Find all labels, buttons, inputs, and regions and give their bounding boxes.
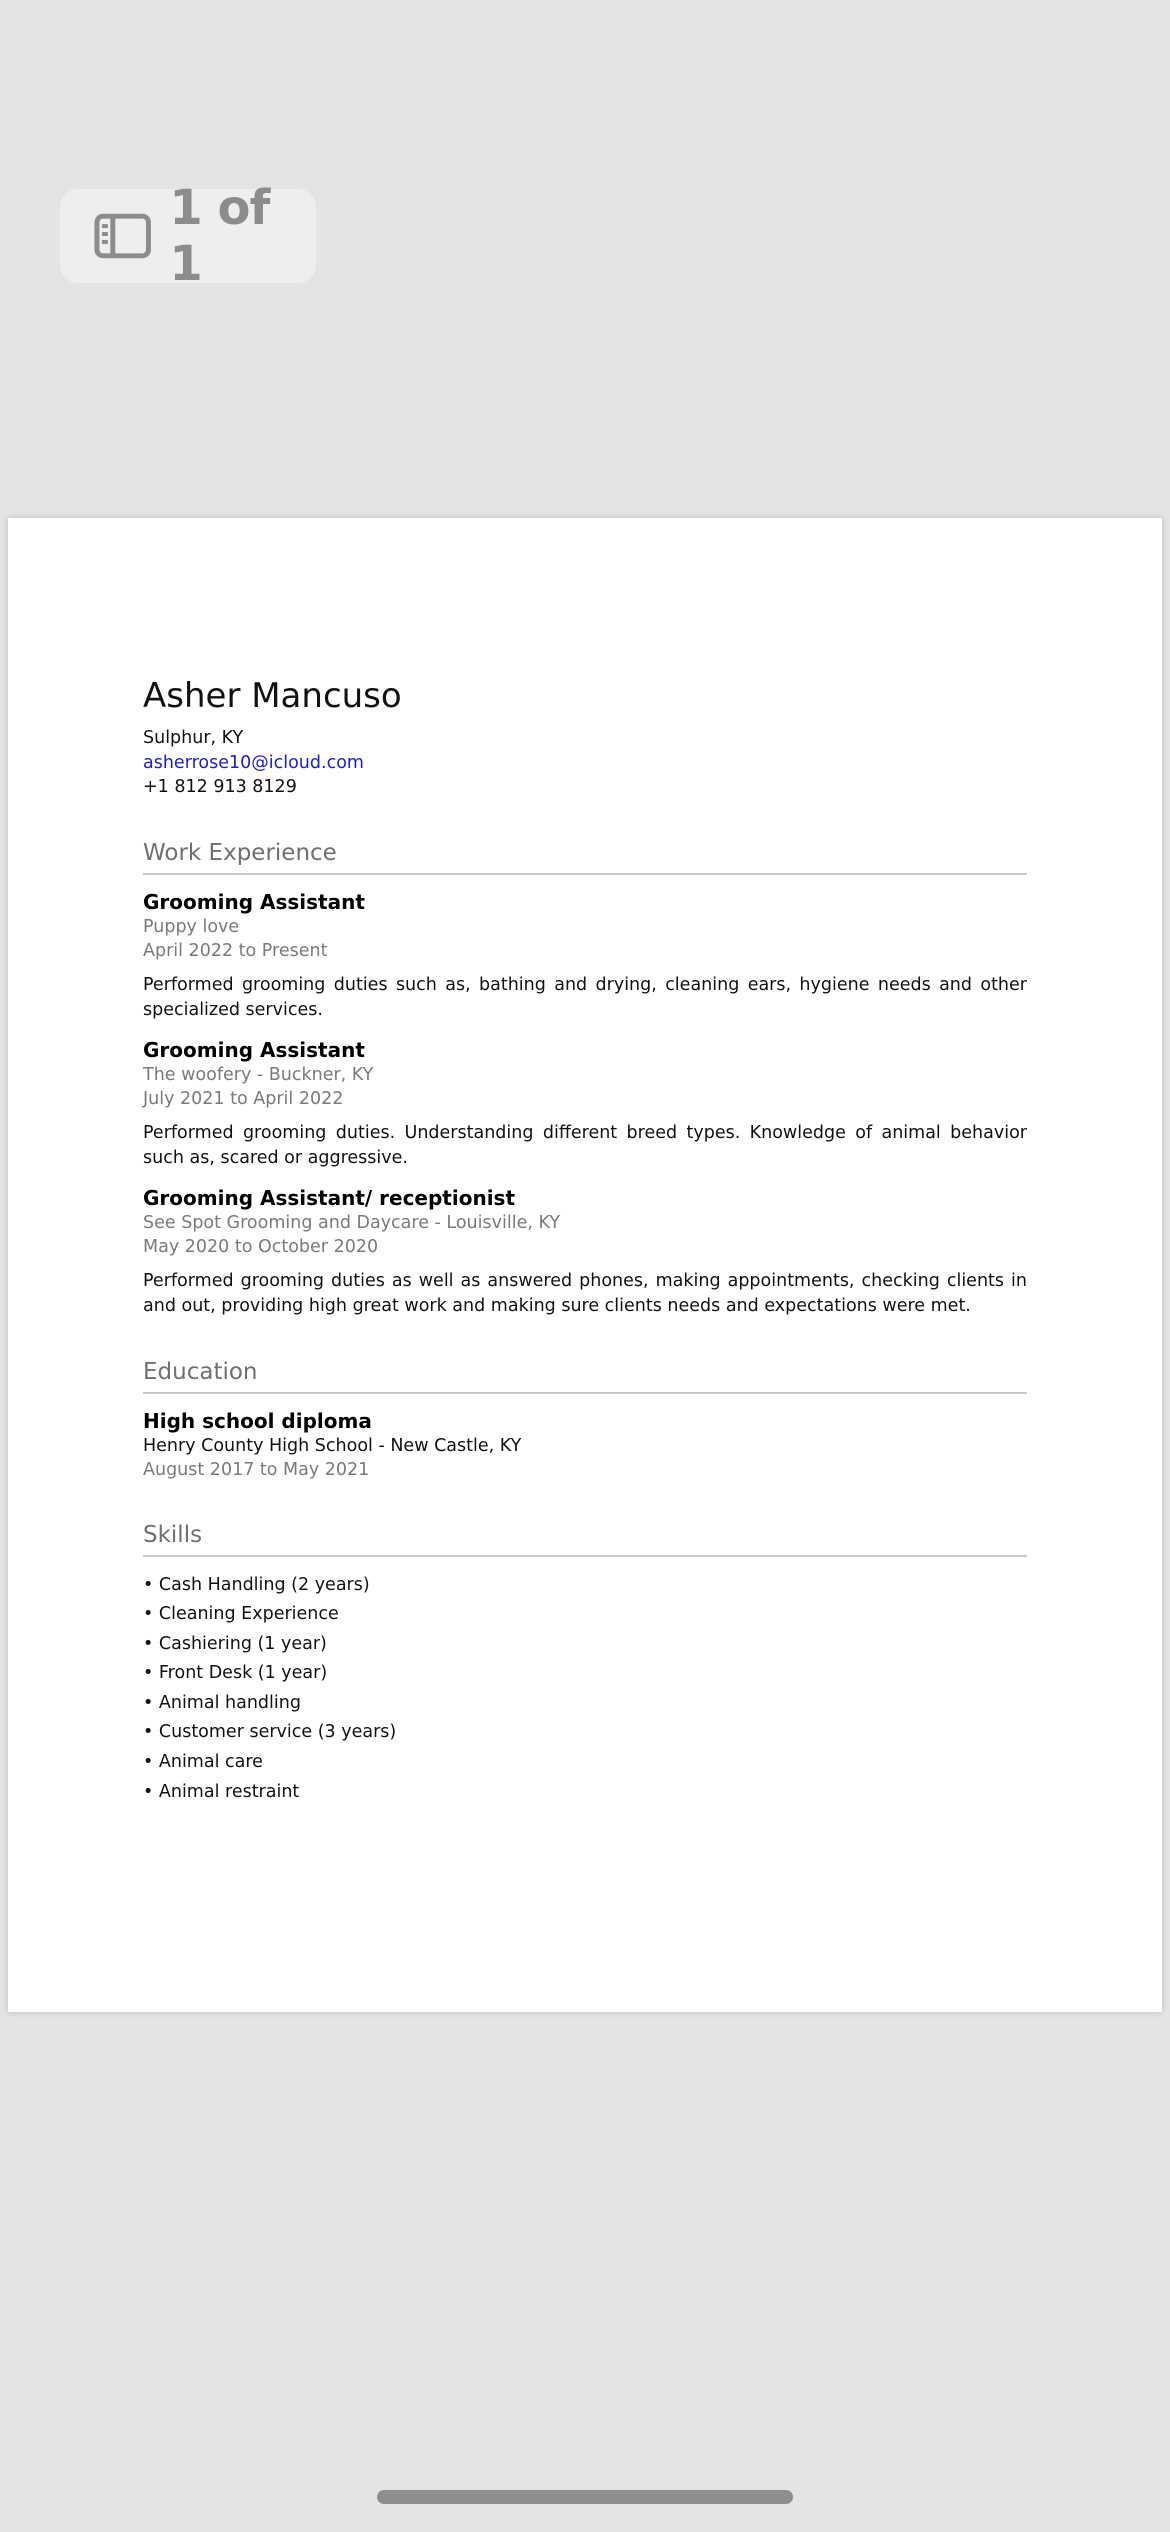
job-description: Performed grooming duties. Understanding different breed types. Knowledge of animal behavior such as, scared or aggressive.: [143, 1122, 1027, 1168]
job-title: Grooming Assistant/ receptionist: [143, 1185, 516, 1210]
education-dates: August 2017 to May 2021: [143, 1459, 370, 1480]
job-dates: May 2020 to October 2020: [143, 1236, 379, 1257]
resume-phone: +1 812 913 8129: [143, 777, 297, 797]
job-dates: April 2022 to Present: [143, 940, 328, 961]
skill-item: • Animal care: [143, 1752, 263, 1773]
job-employer: Puppy love: [143, 916, 240, 937]
job-entry: [143, 889, 1027, 1023]
job-entry: [143, 1037, 1027, 1171]
education-degree: High school diploma: [143, 1408, 372, 1433]
job-description: Performed grooming duties such as, bathing and drying, cleaning ears, hygiene needs and other specialized services.: [143, 974, 1027, 1020]
job-entry: [143, 1185, 1027, 1319]
skill-item: • Animal restraint: [143, 1781, 300, 1802]
education-entry: [143, 1408, 1027, 1482]
education-heading: Education: [143, 1357, 1027, 1394]
skill-item: • Customer service (3 years): [143, 1722, 397, 1743]
job-description: Performed grooming duties as well as answered phones, making appointments, checking clients in and out, providing high great work and making sure clients needs and expectations were met.: [143, 1270, 1027, 1316]
resume-content: [143, 674, 1027, 1807]
resume-email-link[interactable]: asherrose10@icloud.com: [143, 752, 364, 773]
resume-location: Sulphur, KY: [143, 728, 244, 748]
job-employer: The woofery - Buckner, KY: [143, 1064, 374, 1085]
page-count-label: 1 of 1: [169, 180, 270, 292]
job-dates: July 2021 to April 2022: [143, 1088, 344, 1109]
job-title: Grooming Assistant: [143, 889, 365, 914]
skill-item: • Animal handling: [143, 1692, 301, 1713]
job-title: Grooming Assistant: [143, 1037, 365, 1062]
home-indicator[interactable]: [377, 2490, 793, 2504]
work-experience-heading: Work Experience: [143, 838, 1027, 875]
skill-item: • Cleaning Experience: [143, 1604, 339, 1625]
skill-item: • Cashiering (1 year): [143, 1633, 327, 1654]
resume-name: Asher Mancuso: [143, 676, 402, 716]
sidebar-icon: [94, 213, 151, 259]
job-employer: See Spot Grooming and Daycare - Louisville, KY: [143, 1212, 561, 1233]
skill-item: • Cash Handling (2 years): [143, 1574, 370, 1595]
page-indicator-button[interactable]: [60, 180, 316, 292]
skills-list: [143, 1571, 1027, 1808]
skills-heading: Skills: [143, 1520, 1027, 1557]
skill-item: • Front Desk (1 year): [143, 1663, 328, 1684]
education-school: Henry County High School - New Castle, KY: [143, 1435, 522, 1456]
document-page[interactable]: [8, 518, 1162, 2012]
